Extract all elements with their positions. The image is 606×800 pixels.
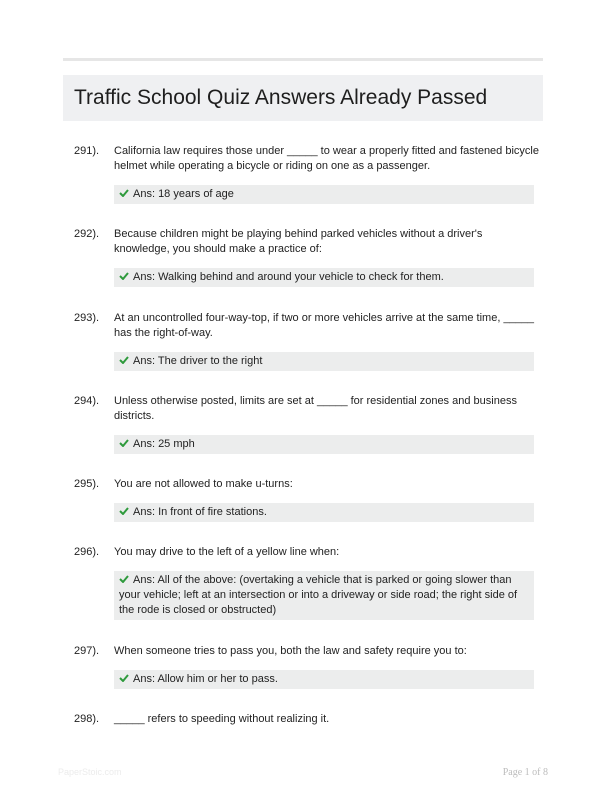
question-item [74,311,544,371]
answer-box [114,352,534,371]
question-item [74,712,544,727]
question-text: At an uncontrolled four-way-top, if two or more vehicles arrive at the same time, _____ has the right-of-way. [114,312,535,339]
question-number: 297). [74,645,100,657]
question-text: Because children might be playing behind parked vehicles without a driver's knowledge, you should make a practice of: [114,228,483,255]
answer-box [114,670,534,689]
check-icon [119,674,129,682]
answer-box [114,503,534,522]
question-item [74,545,544,620]
check-icon [119,439,129,447]
page-title: Traffic School Quiz Answers Already Passed [74,86,488,109]
answer-text: Ans: The driver to the right [133,355,263,367]
page-indicator: Page 1 of 8 [502,767,548,778]
question-number: 294). [74,395,100,407]
question-item [74,144,544,204]
question-number: 295). [74,478,100,490]
answer-text: Ans: All of the above: (overtaking a vehicle that is parked or going slower than your vehicle; left at an intersection or into a driveway or side road; the right side of the rode is closed or obstructed) [119,574,518,616]
answer-text: Ans: In front of fire stations. [133,506,267,518]
answer-box [114,571,534,620]
question-text: Unless otherwise posted, limits are set at _____ for residential zones and business districts. [114,395,517,422]
check-icon [119,272,129,280]
question-item [74,394,544,454]
check-icon [119,189,129,197]
question-number: 298). [74,713,100,725]
question-number: 296). [74,546,100,558]
question-text: You are not allowed to make u-turns: [114,478,293,490]
answer-text: Ans: Allow him or her to pass. [133,673,278,685]
answer-box [114,268,534,287]
title-bar [63,75,543,121]
question-number: 293). [74,312,100,324]
question-number: 292). [74,228,100,240]
top-rule [63,58,543,61]
question-number: 291). [74,145,100,157]
check-icon [119,507,129,515]
answer-text: Ans: Walking behind and around your vehicle to check for them. [133,271,444,283]
footer-site: PaperStoic.com [58,767,122,777]
question-text: When someone tries to pass you, both the law and safety require you to: [114,645,467,657]
answer-box [114,435,534,454]
check-icon [119,356,129,364]
question-text: California law requires those under _____ to wear a properly fitted and fastened bicycle helmet while operating a bicycle or riding on one as a passenger. [114,145,539,172]
question-item [74,644,544,689]
question-item [74,227,544,287]
answer-text: Ans: 25 mph [133,438,195,450]
question-text: _____ refers to speeding without realizing it. [114,713,330,725]
answer-box [114,185,534,204]
question-item [74,477,544,522]
question-text: You may drive to the left of a yellow line when: [114,546,340,558]
answer-text: Ans: 18 years of age [133,188,234,200]
check-icon [119,575,129,583]
